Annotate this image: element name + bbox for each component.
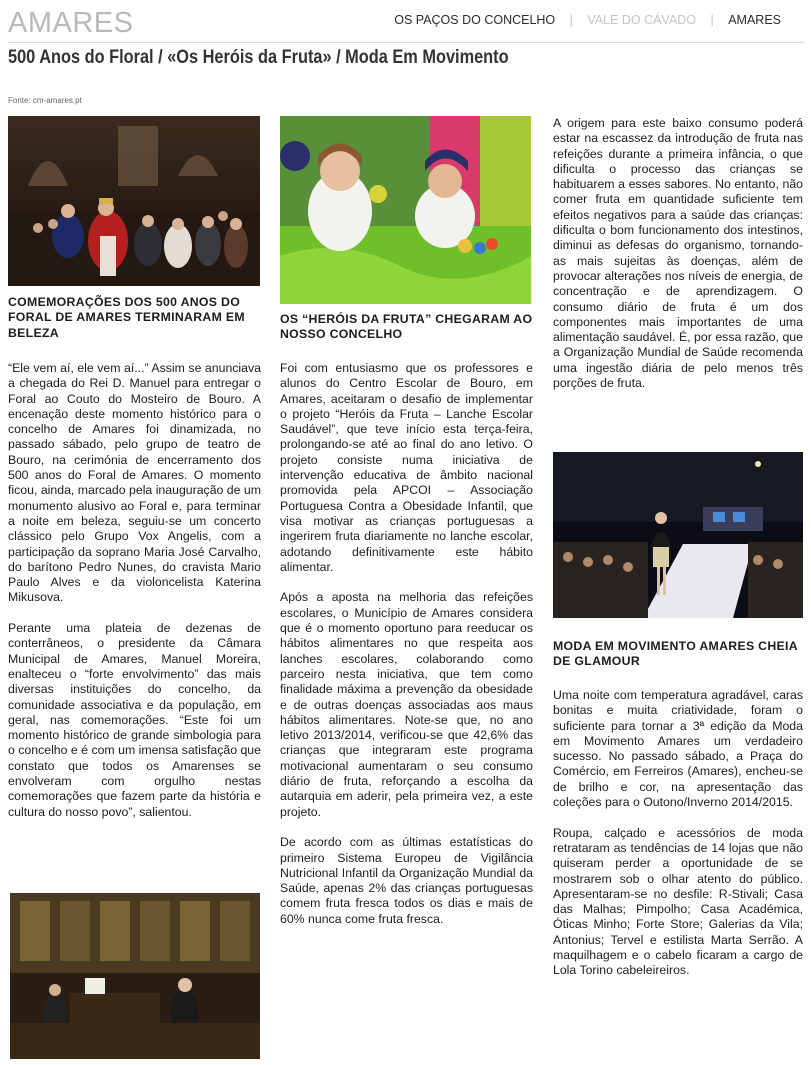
source-credit: Fonte: cm-amares.pt — [8, 96, 82, 105]
nav-item-amares[interactable]: AMARES — [728, 13, 781, 27]
paragraph: “Ele vem aí, ele vem aí...” Assim se anunciava a chegada do Rei D. Manuel para entregar o Foral ao Couto do Mosteiro de Bouro. A encenação deste momento histórico para o concelho de Amares foi dinamizada, no passado sábado, pelo grupo de teatro de Bouro, na cerimónia de encerramento dos 500 anos do Foral de Amares. O momento ficou, ainda, marcado pela inauguração de um monumento alusivo ao Foral e, para terminar a noite em beleza, seguiu-se um concerto clássico pelo Grupo Vox Angelis, com a participação da soprano Maria José Carvalho, do barítono Pedro Nunes, do cravista Mario Paulo Alves e da violoncelista Katerina Mikusova. — [8, 361, 261, 605]
nav-separator: | — [710, 13, 714, 27]
brand-logo: AMARES — [8, 7, 134, 39]
nav-separator: | — [569, 13, 573, 27]
article-title-moda: MODA EM MOVIMENTO AMARES CHEIA DE GLAMOUR — [553, 639, 798, 669]
header-divider — [8, 42, 804, 43]
paragraph: De acordo com as últimas estatísticas do primeiro Sistema Europeu de Vigilância Nutricional Infantil da Organização Mundial da Saúde, apenas 2% das crianças portuguesas comem fruta fresca todos os dias e mais de 60% nunca come fruta fresca. — [280, 835, 533, 926]
ceremony-photo — [8, 116, 260, 286]
paragraph: Uma noite com temperatura agradável, caras bonitas e muita criatividade, foram o suficiente para tornar a 3ª edição da Moda em Movimento Amares um verdadeiro sucesso. No passado sábado, a Praça do Comércio, em Ferreiros (Amares), encheu-se de brilho e cor, na apresentação das coleções para o Outono/Inverno 2014/2015. — [553, 688, 803, 810]
page-title: 500 Anos do Floral / «Os Heróis da Fruta» / Moda Em Movimento — [8, 47, 509, 68]
concert-photo — [10, 893, 260, 1059]
article-title-fruta: OS “HERÓIS DA FRUTA” CHEGARAM AO NOSSO CONCELHO — [280, 312, 533, 342]
paragraph: Roupa, calçado e acessórios de moda retrataram as tendências de 14 lojas que não quiseram perder a oportunidade de se mostrarem sob o olhar atento do público. Apresentaram-se no desfile: R-Stivali; Casa das Malhas; Pimpolho; Casa Académica, Óticas Minho; Forte Store; Galerias da Vila; Antonius; Tervel e estilista Marta Serrão. A maquilhagem e o cabelo ficaram a cargo de Lola Torino cabeleireiros. — [553, 825, 803, 978]
top-bar — [0, 0, 811, 44]
paragraph: Após a aposta na melhoria das refeições escolares, o Município de Amares considera que é o momento oportuno para reeducar os hábitos alimentares no que respeita aos lanches escolares, colaborando como parceiro nesta iniciativa, que tem como finalidade máxima a prevenção da obesidade e de outras doenças associadas aos maus hábitos alimentares. Note-se que, no ano letivo 2013/2014, verificou-se que 42,6% das crianças que integraram este programa motivacional aumentaram o seu consumo diário de fruta, reforçando a escolha da autarquia em aderir, pela primeira vez, a este projeto. — [280, 590, 533, 819]
children-fruit-photo — [280, 116, 531, 304]
article-title-floral: COMEMORAÇÕES DOS 500 ANOS DO FORAL DE AMARES TERMINARAM EM BELEZA — [8, 295, 245, 340]
top-nav — [394, 12, 781, 28]
paragraph: A origem para este baixo consumo poderá estar na escassez da introdução de fruta nas refeições durante a primeira infância, o que dificulta o processo das crianças se habituarem a esses sabores. No entanto, não comer fruta em quantidade suficiente tem efeitos negativos para a saúde das crianças: dificulta o bom funcionamento dos intestinos, diminui as defesas do organismo, tornando-as mais sujeitas às doenças, além de provocar alterações nos níveis de energia, de concentração e de aprendizagem. O consumo diário de fruta é um dos componentes mais importantes de uma alimentação saudável. É, por essa razão, que a Organização Mundial de Saúde recomenda uma ingestão diária de pelo menos três porções de fruta. — [553, 116, 803, 391]
article-body-floral — [8, 361, 261, 835]
nav-item-pacos-do-concelho[interactable]: OS PAÇOS DO CONCELHO — [394, 13, 556, 27]
nav-item-vale-do-cavado[interactable]: VALE DO CÁVADO — [587, 13, 696, 27]
paragraph: Foi com entusiasmo que os professores e alunos do Centro Escolar de Bouro, em Amares, aceitaram o desafio de implementar o projeto “Heróis da Fruta – Lanche Escolar Saudável”, que teve início esta terça-feira, prolongando-se até ao final do ano letivo. O projeto consiste numa iniciativa de intervenção educativa de âmbito nacional promovida pela APCOI – Associação Portuguesa Contra a Obesidade Infantil, que visa motivar as crianças portuguesas a ingerirem fruta diariamente no lanche escolar, adotando definitivamente este hábito alimentar. — [280, 361, 533, 574]
article-body-fruta-continued — [553, 116, 803, 407]
paragraph: Perante uma plateia de dezenas de conterrâneos, o presidente da Câmara Municipal de Amares, Manuel Moreira, enalteceu o “forte envolvimento” das mais diversas instituições do concelho, da comunidade associativa e da população, em geral, nas comemorações. “Este foi um momento histórico de grande simbologia para o concelho e é com um imensa satisfação que constato que todos os Amarenses se envolveram com orgulho nestas comemorações que fazem parte da história e cultura do nosso povo”, salientou. — [8, 621, 261, 819]
article-body-moda — [553, 688, 803, 994]
article-body-fruta — [280, 361, 533, 942]
fashion-show-photo — [553, 452, 803, 618]
